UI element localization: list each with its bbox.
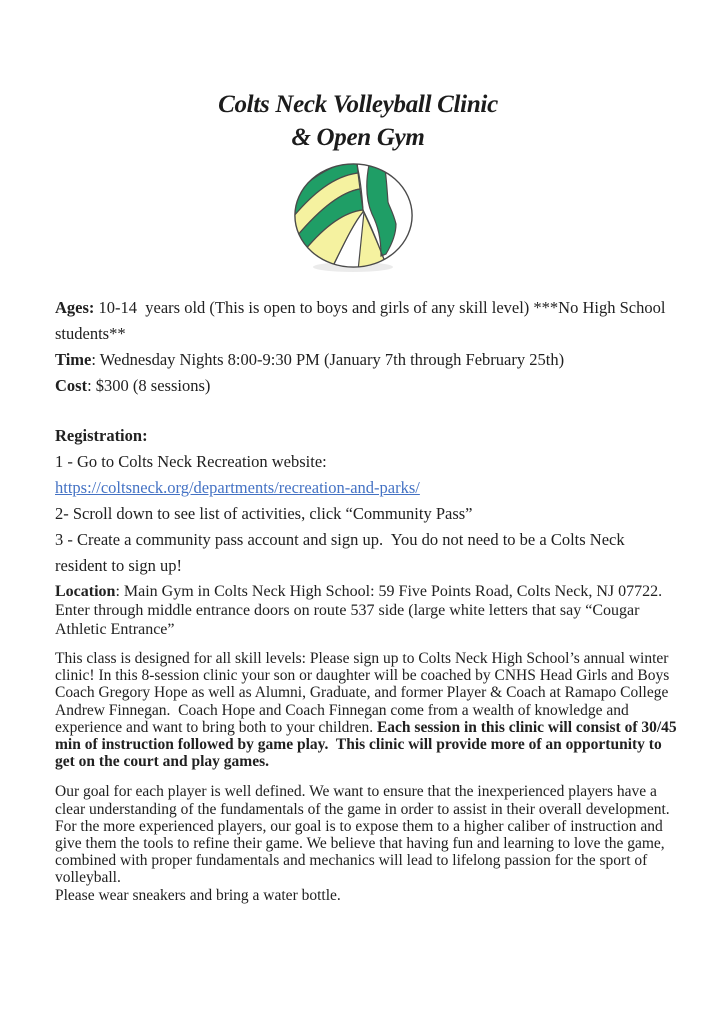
title-line-2: & Open Gym — [291, 124, 425, 151]
registration-step-2: 2- Scroll down to see list of activities, click “Community Pass” — [55, 504, 473, 523]
location-label: Location — [55, 583, 116, 600]
cost-label: Cost — [55, 376, 88, 395]
goals-paragraph — [55, 783, 677, 903]
about-text: This class is designed for all skill levels: Please sign up to Colts Neck High School’s annual winter clinic! In this 8-session clinic your son or daughter will be coached by CNHS Head Girls and Boys Coach Gregory Hope as well as Alumni, Graduate, and former Player & Coach at Ramapo College Andrew Finnegan. Coach Hope and Coach Finnegan come from a wealth of knowledge and experience and want to bring both to your children. — [55, 650, 674, 736]
about-paragraph — [55, 650, 681, 771]
time-text: : Wednesday Nights 8:00-9:30 PM (January 7th through February 25th) — [91, 350, 565, 369]
volleyball-icon — [293, 161, 414, 273]
volleyball-image — [293, 161, 414, 273]
info-block — [55, 295, 677, 399]
registration-link-line — [55, 475, 677, 501]
cost-text: : $300 (8 sessions) — [87, 376, 211, 395]
page-title — [0, 0, 716, 154]
goals-note: Please wear sneakers and bring a water bottle. — [55, 886, 341, 904]
title-line-1: Colts Neck Volleyball Clinic — [218, 91, 498, 118]
about-bold-text: Each session in this clinic will consist of 30/45 min of instruction followed by game play. This clinic will provide more of an opportunity to get on the court and play games. — [55, 718, 681, 771]
registration-heading: Registration: — [55, 426, 148, 445]
time-label: Time — [55, 350, 92, 369]
location-text: : Main Gym in Colts Neck High School: 59 Five Points Road, Colts Neck, NJ 07722. Enter through middle entrance doors on route 537 side (large white letters that say “Cougar Athletic Entrance” — [55, 583, 667, 638]
ages-label: Ages: — [55, 298, 95, 317]
registration-step-1: 1 - Go to Colts Neck Recreation website: — [55, 452, 327, 471]
registration-step-3: 3 - Create a community pass account and sign up. You do not need to be a Colts Neck resident to sign up! — [55, 530, 629, 575]
recreation-website-link[interactable]: https://coltsneck.org/departments/recreation-and-parks/ — [55, 478, 420, 497]
registration-block — [55, 423, 677, 579]
flyer-content — [55, 295, 681, 904]
ages-text: 10-14 years old (This is open to boys and girls of any skill level) ***No High School students** — [55, 298, 670, 343]
goals-text: Our goal for each player is well defined. We want to ensure that the inexperienced players have a clear understanding of the fundamentals of the game in order to assist in their overall development. For the more experienced players, our goal is to expose them to a higher caliber of instruction and give them the tools to refine their game. We believe that having fun and learning to love the game, combined with proper fundamentals and mechanics will lead to lifelong passion for the sport of volleyball. — [55, 783, 674, 887]
location-block — [55, 582, 677, 639]
